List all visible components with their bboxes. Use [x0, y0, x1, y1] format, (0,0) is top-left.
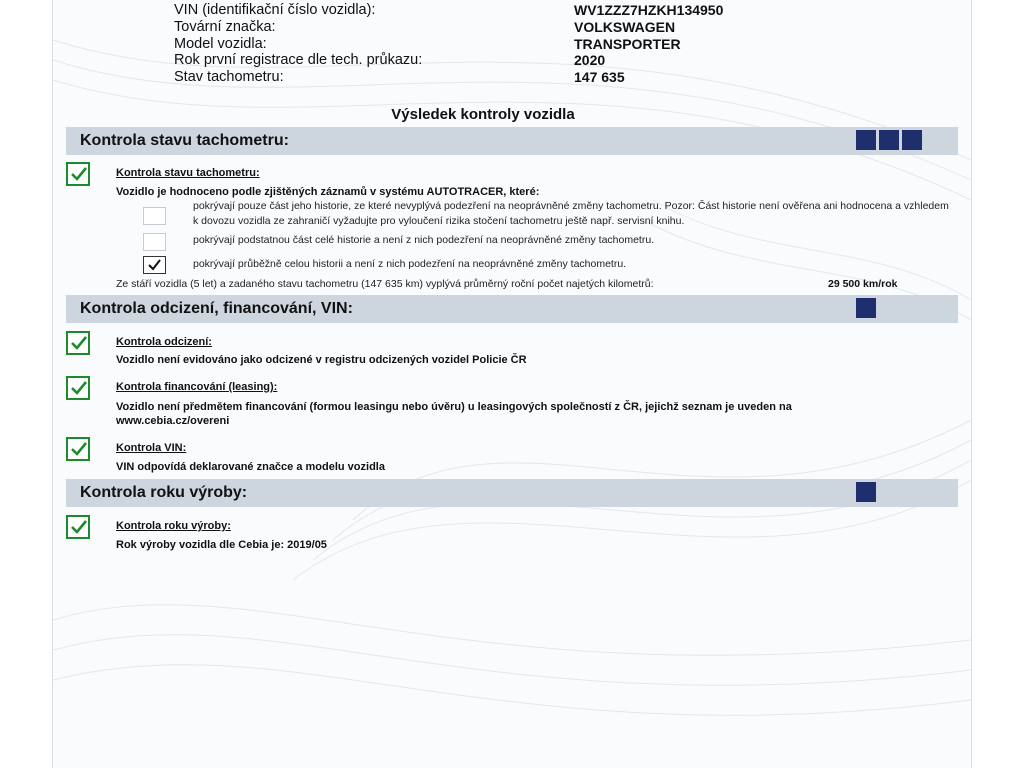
section-header-year	[66, 479, 958, 507]
model-label: Model vozidla:	[174, 36, 267, 52]
check-mark-icon	[66, 376, 90, 400]
item-text-theft: Vozidlo není evidováno jako odcizené v registru odcizených vozidel Policie ČR	[116, 354, 527, 366]
item-title-theft: Kontrola odcizení:	[116, 336, 212, 348]
item-text-year: Rok výroby vozidla dle Cebia je: 2019/05	[116, 539, 327, 551]
mileage-note: Ze stáří vozidla (5 let) a zadaného stavu tachometru (147 635 km) vyplývá průměrný roční počet najetých kilometrů:	[116, 278, 654, 290]
item-title-year: Kontrola roku výroby:	[116, 520, 231, 532]
option-text: pokrývají pouze část jeho historie, ze které nevyplývá podezření na neoprávněné změny tachometru. Pozor: Část historie není ověřena ani hodnocena a vzhledem k dovozu vozidla ze zahraničí vyžadujte pro vyloučení rizika stočení tachometru ještě např. servisní knihu.	[193, 200, 949, 227]
section-header-tachometer	[66, 127, 958, 155]
model-value: TRANSPORTER	[574, 36, 681, 52]
rating-squares	[856, 298, 876, 318]
section-title: Kontrola stavu tachometru:	[80, 132, 289, 149]
vin-value: WV1ZZZ7HZKH134950	[574, 2, 724, 18]
item-text-financing-line1: Vozidlo není předmětem financování (formou leasingu nebo úvěru) u leasingových společností z ČR, jejichž seznam je uveden na	[116, 401, 792, 413]
rating-square	[902, 130, 922, 150]
rating-square	[856, 482, 876, 502]
option-checkbox	[143, 207, 166, 225]
check-mark-icon	[66, 437, 90, 461]
registration-year-value: 2020	[574, 52, 606, 68]
rating-squares	[856, 482, 876, 502]
item-text-vin: VIN odpovídá deklarované značce a modelu vozidla	[116, 461, 385, 473]
check-mark-icon	[66, 515, 90, 539]
option-text: pokrývají průběžně celou historii a není z nich podezření na neoprávněné změny tachometru.	[193, 258, 627, 270]
odometer-value: 147 635	[574, 69, 625, 85]
option-checkbox	[143, 233, 166, 251]
vin-label: VIN (identifikační číslo vozidla):	[174, 2, 376, 18]
item-title-tachometer: Kontrola stavu tachometru:	[116, 167, 260, 179]
section-title: Kontrola roku výroby:	[80, 484, 248, 501]
check-mark-icon	[66, 331, 90, 355]
result-title: Výsledek kontroly vozidla	[391, 106, 575, 123]
rating-squares	[856, 130, 922, 150]
registration-year-label: Rok první registrace dle tech. průkazu:	[174, 52, 423, 68]
rating-square	[856, 130, 876, 150]
check-mark-icon	[66, 162, 90, 186]
option-text: pokrývají podstatnou část celé historie a není z nich podezření na neoprávněné změny tachometru.	[193, 234, 655, 246]
mileage-per-year: 29 500 km/rok	[828, 278, 898, 290]
brand-label: Tovární značka:	[174, 19, 276, 35]
section-title: Kontrola odcizení, financování, VIN:	[80, 300, 353, 317]
brand-value: VOLKSWAGEN	[574, 19, 676, 35]
item-title-vin: Kontrola VIN:	[116, 442, 187, 454]
tachometer-intro: Vozidlo je hodnoceno podle zjištěných záznamů v systému AUTOTRACER, které:	[116, 186, 540, 198]
option-checkbox-checked	[143, 256, 166, 274]
item-text-financing-line2: www.cebia.cz/overeni	[116, 415, 230, 427]
item-title-financing: Kontrola financování (leasing):	[116, 381, 278, 393]
odometer-label: Stav tachometru:	[174, 69, 284, 85]
rating-square	[879, 130, 899, 150]
check-mark-icon	[144, 257, 165, 273]
rating-square	[856, 298, 876, 318]
section-header-theft	[66, 295, 958, 323]
